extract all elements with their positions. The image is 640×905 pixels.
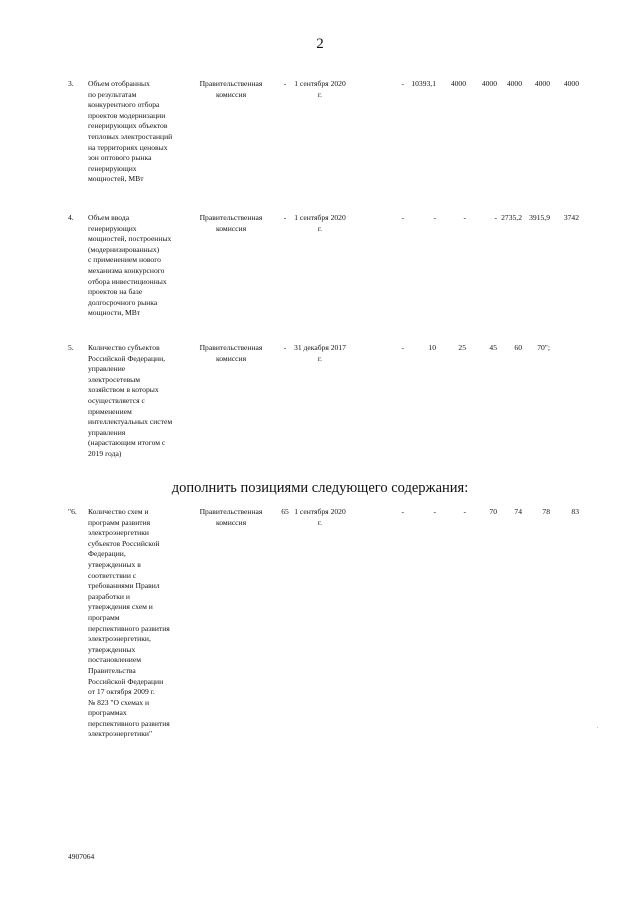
description-line: зон оптового рынка xyxy=(88,153,152,163)
description-line: утвержденных xyxy=(88,644,136,654)
description-line: генерирующих xyxy=(88,223,137,233)
year-value: 4000 xyxy=(534,79,550,88)
description-line: соответствии с xyxy=(88,570,137,580)
description-line: отбора инвестиционных xyxy=(88,276,167,286)
scan-speck xyxy=(597,727,598,728)
description-line: применением xyxy=(88,406,132,416)
row-number: 5. xyxy=(68,343,74,352)
year-value: - xyxy=(401,343,404,352)
row-number: 3. xyxy=(68,79,74,88)
responsible-body: Правительственная комиссия xyxy=(199,507,263,527)
year-value: 3742 xyxy=(563,213,579,222)
description-line: проектов модернизации xyxy=(88,110,166,120)
base-date: 1 сентября 2020 г. xyxy=(294,213,346,233)
indicator-description xyxy=(88,79,188,185)
description-line: с применением нового xyxy=(88,255,161,265)
description-line: управления xyxy=(88,427,126,437)
description-line: механизма конкурсного xyxy=(88,265,165,275)
description-line: постановлением xyxy=(88,655,142,665)
year-value: 10 xyxy=(428,343,436,352)
description-line: утвержденных в xyxy=(88,559,141,569)
description-line: осуществляется с xyxy=(88,395,145,405)
responsible-body: Правительственная комиссия xyxy=(199,79,263,99)
responsible-body: Правительственная комиссия xyxy=(199,343,263,363)
description-line: программ xyxy=(88,612,120,622)
description-line: программах xyxy=(88,708,127,718)
amendment-heading: дополнить позициями следующего содержания: xyxy=(171,480,469,496)
description-line: перспективного развития xyxy=(88,623,170,633)
year-value: 3915,9 xyxy=(529,213,550,222)
year-value: - xyxy=(494,213,497,222)
year-value: - xyxy=(401,507,404,516)
description-line: разработки и xyxy=(88,591,130,601)
year-value: - xyxy=(401,79,404,88)
description-line: электроэнергетики" xyxy=(88,729,153,739)
description-line: Федерации, xyxy=(88,549,126,559)
description-line: субъектов Российской xyxy=(88,538,160,548)
description-line: по результатам xyxy=(88,89,137,99)
base-value: - xyxy=(283,213,287,222)
year-value: 2735,2 xyxy=(501,213,522,222)
row-number: 4. xyxy=(68,213,74,222)
description-line: генерирующих xyxy=(88,163,137,173)
base-value: - xyxy=(283,79,287,88)
description-line: Российской Федерации, xyxy=(88,353,166,363)
year-value: 70 xyxy=(489,507,497,516)
description-line: на территориях ценовых xyxy=(88,142,168,152)
year-value: - xyxy=(463,213,466,222)
year-value: 83 xyxy=(571,507,579,516)
base-value: 65 xyxy=(281,507,289,516)
description-line: конкурентного отбора xyxy=(88,100,160,110)
description-line: Количество схем и xyxy=(88,507,149,516)
description-line: интеллектуальных систем xyxy=(88,417,173,427)
description-line: генерирующих объектов xyxy=(88,121,168,131)
year-value: 4000 xyxy=(450,79,466,88)
page-number: 2 xyxy=(316,36,324,52)
year-value: 74 xyxy=(514,507,522,516)
year-value: 10393,1 xyxy=(411,79,436,88)
description-line: от 17 октября 2009 г. xyxy=(88,687,155,697)
indicator-description xyxy=(88,343,188,460)
year-value: 78 xyxy=(542,507,550,516)
description-line: управление xyxy=(88,364,126,374)
year-value: 4000 xyxy=(481,79,497,88)
description-line: Российской Федерации xyxy=(88,676,164,686)
base-date: 1 сентября 2020 г. xyxy=(294,79,346,99)
description-line: Количество субъектов xyxy=(88,343,160,352)
description-line: Объем ввода xyxy=(88,213,130,222)
year-value: 70"; xyxy=(537,343,550,352)
description-line: Правительства xyxy=(88,665,136,675)
description-line: Объем отобранных xyxy=(88,79,150,88)
description-line: проектов на базе xyxy=(88,287,143,297)
responsible-body: Правительственная комиссия xyxy=(199,213,263,233)
year-value: 4000 xyxy=(563,79,579,88)
description-line: мощностей, МВт xyxy=(88,174,144,184)
description-line: хозяйством в которых xyxy=(88,385,159,395)
description-line: тепловых электростанций xyxy=(88,131,173,141)
description-line: требованиями Правил xyxy=(88,581,160,591)
description-line: (нарастающим итогом с xyxy=(88,438,166,448)
year-value: - xyxy=(433,213,436,222)
description-line: 2019 года) xyxy=(88,448,122,458)
year-value: 25 xyxy=(458,343,466,352)
description-line: № 823 "О схемах и xyxy=(88,697,150,707)
year-value: 4000 xyxy=(506,79,522,88)
year-value: - xyxy=(463,507,466,516)
description-line: (модернизированных) xyxy=(88,244,160,254)
description-line: электроэнергетики xyxy=(88,528,149,538)
description-line: долгосрочного рынка xyxy=(88,297,158,307)
year-value: 45 xyxy=(489,343,497,352)
description-line: программ развития xyxy=(88,517,151,527)
year-value: 60 xyxy=(514,343,522,352)
description-line: электроэнергетики, xyxy=(88,634,151,644)
document-code: 4907064 xyxy=(68,852,95,861)
base-value: - xyxy=(283,343,287,352)
indicator-description xyxy=(88,507,188,740)
description-line: мощностей, построенных xyxy=(88,234,172,244)
description-line: электросетевым xyxy=(88,374,141,384)
row-number: "6. xyxy=(68,507,77,516)
description-line: мощности, МВт xyxy=(88,308,141,318)
base-date: 1 сентября 2020 г. xyxy=(294,507,346,527)
base-date: 31 декабря 2017 г. xyxy=(294,343,346,363)
description-line: перспективного развития xyxy=(88,718,170,728)
year-value: - xyxy=(401,213,404,222)
description-line: утверждения схем и xyxy=(88,602,153,612)
year-value: - xyxy=(433,507,436,516)
indicator-description xyxy=(88,213,188,319)
